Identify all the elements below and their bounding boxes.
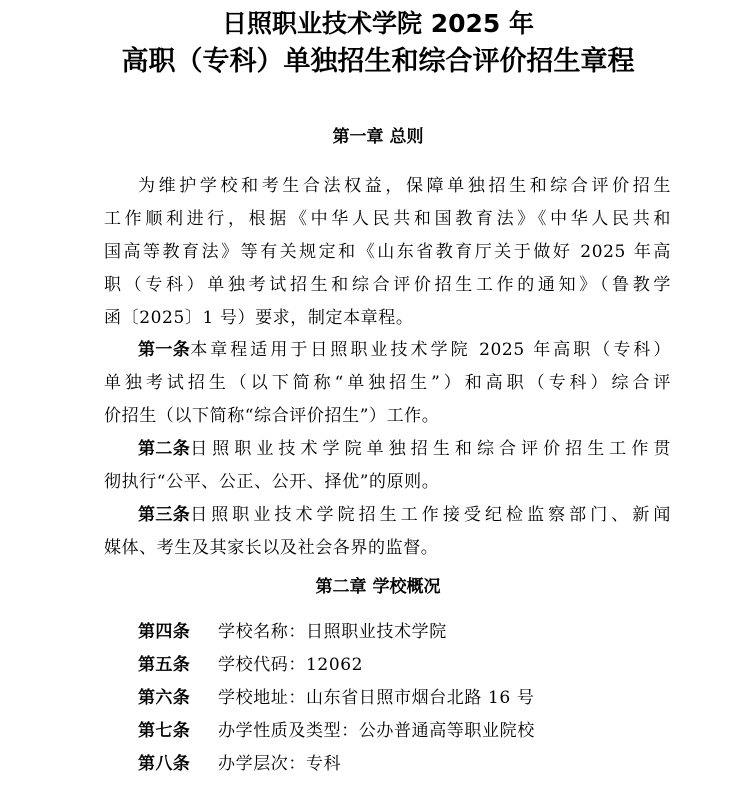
fact-label: 第四条 — [138, 622, 191, 642]
article-2-label: 第二条 — [138, 439, 191, 459]
fact-row-type — [138, 719, 535, 743]
article-3-line-1 — [138, 503, 671, 527]
article-2-line-2: 彻执行“公平、公正、公开、择优”的原则。 — [104, 472, 440, 492]
article-3-text-1: 日照职业技术学院招生工作接受纪检监察部门、新闻 — [190, 505, 671, 525]
document-title-line-2: 高职（专科）单独招生和综合评价招生章程 — [121, 46, 635, 77]
fact-label: 第七条 — [138, 721, 191, 741]
article-2-line-1 — [138, 437, 671, 461]
fact-text: 学校代码：12062 — [218, 655, 364, 675]
fact-row-code — [138, 653, 363, 677]
fact-text: 学校地址：山东省日照市烟台北路 16 号 — [218, 688, 535, 708]
fact-row-level — [138, 752, 341, 776]
preamble-line-5: 函〔2025〕1 号）要求，制定本章程。 — [104, 308, 414, 328]
chapter-1-heading: 第一章 总则 — [332, 127, 424, 147]
article-3-line-2: 媒体、考生及其家长以及社会各界的监督。 — [104, 538, 439, 558]
article-3-label: 第三条 — [138, 505, 191, 525]
fact-text: 办学性质及类型：公办普通高等职业院校 — [218, 721, 535, 741]
document-title-line-1: 日照职业技术学院 2025 年 — [222, 9, 534, 38]
fact-label: 第八条 — [138, 754, 191, 774]
preamble-line-4: 职（专科）单独考试招生和综合评价招生工作的通知》（鲁教学 — [104, 275, 671, 295]
preamble-line-3: 国高等教育法》等有关规定和《山东省教育厅关于做好 2025 年高 — [104, 242, 671, 262]
fact-text: 办学层次：专科 — [218, 754, 342, 774]
chapter-2-heading: 第二章 学校概况 — [315, 577, 441, 597]
preamble-line-1: 为维护学校和考生合法权益，保障单独招生和综合评价招生 — [138, 176, 671, 196]
fact-label: 第六条 — [138, 688, 191, 708]
article-1-label: 第一条 — [138, 340, 191, 360]
fact-row-name — [138, 620, 447, 644]
fact-row-address — [138, 686, 534, 710]
preamble-line-2: 工作顺利进行，根据《中华人民共和国教育法》《中华人民共和 — [104, 209, 671, 229]
article-1-line-3: 价招生（以下简称“综合评价招生”）工作。 — [104, 406, 440, 426]
fact-label: 第五条 — [138, 655, 191, 675]
article-1-line-1 — [138, 338, 671, 362]
fact-text: 学校名称：日照职业技术学院 — [218, 622, 447, 642]
article-1-line-2: 单独考试招生（以下简称“单独招生”）和高职（专科）综合评 — [104, 373, 671, 393]
article-1-text-1: 本章程适用于日照职业技术学院 2025 年高职（专科） — [190, 340, 671, 360]
article-2-text-1: 日照职业技术学院单独招生和综合评价招生工作贯 — [190, 439, 671, 459]
